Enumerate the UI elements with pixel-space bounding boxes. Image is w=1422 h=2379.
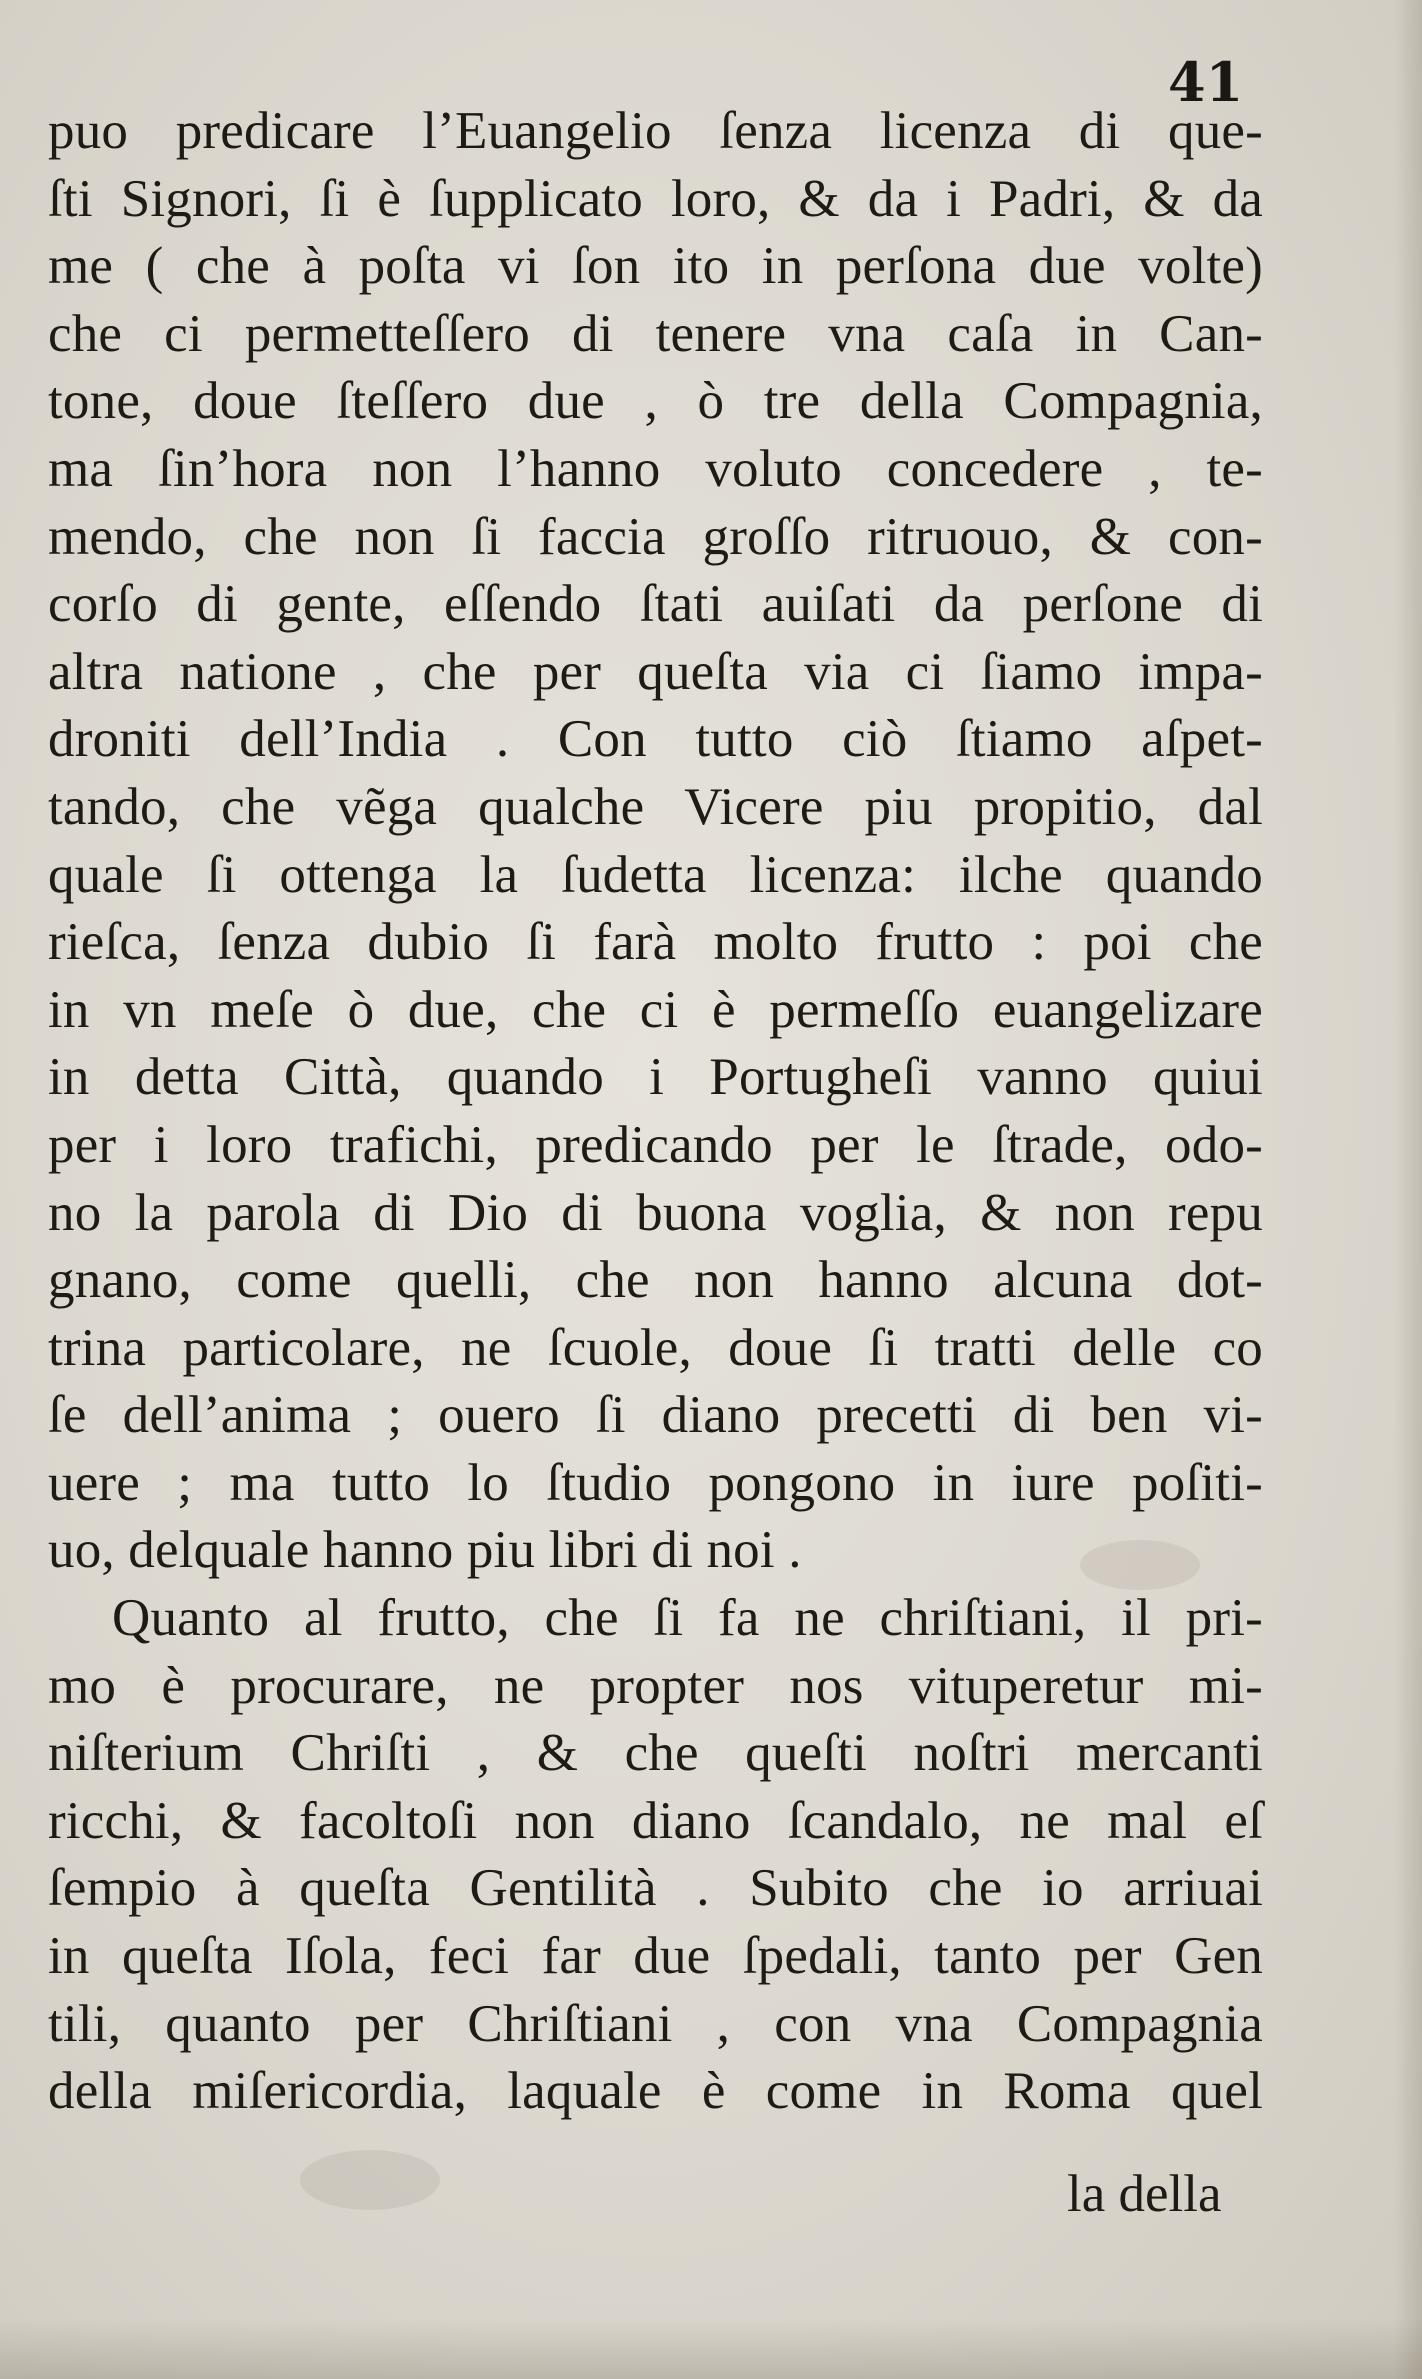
paper-stain: [300, 2150, 440, 2210]
text-line: rieſca, ſenza dubio ſi farà molto frutto : poi che: [48, 913, 1263, 972]
paragraph-start-line: Quanto al frutto, che ſi fa ne chriſtiani, il pri-: [112, 1589, 1263, 1648]
text-line: in detta Città, quando i Portugheſi vanno quiui: [48, 1048, 1263, 1107]
page-number: 41: [1168, 50, 1244, 114]
text-line: altra natione , che per queſta via ci ſiamo impa-: [48, 642, 1263, 701]
text-line: gnano, come quelli, che non hanno alcuna dot-: [48, 1251, 1263, 1310]
text-line: puo predicare l’Euangelio ſenza licenza di que-: [48, 102, 1263, 160]
text-line: mendo, che non ſi faccia groſſo ritruouo, & con-: [48, 507, 1263, 566]
text-line: ſti Signori, ſi è ſupplicato loro, & da i Padri, & da: [48, 169, 1263, 228]
text-line: no la parola di Dio di buona voglia, & non repu: [48, 1183, 1263, 1242]
text-line: corſo di gente, eſſendo ſtati auiſati da perſone di: [48, 575, 1263, 634]
text-line: tando, che vẽga qualche Vicere piu propitio, dal: [48, 777, 1263, 836]
text-line: ſempio à queſta Gentilità . Subito che io arriuai: [48, 1859, 1263, 1918]
text-line: della miſericordia, laquale è come in Roma quel: [48, 2062, 1263, 2121]
text-line: tili, quanto per Chriſtiani , con vna Compagnia: [48, 1994, 1263, 2053]
text-line: droniti dell’India . Con tutto ciò ſtiamo aſpet-: [48, 710, 1263, 769]
text-line: ricchi, & facoltoſi non diano ſcandalo, ne mal eſ: [48, 1791, 1263, 1850]
text-line: in queſta Iſola, feci far due ſpedali, tanto per Gen: [48, 1927, 1263, 1986]
text-line: trina particolare, ne ſcuole, doue ſi tratti delle co: [48, 1318, 1263, 1377]
text-line: in vn meſe ò due, che ci è permeſſo euangelizare: [48, 980, 1263, 1039]
text-line: uere ; ma tutto lo ſtudio pongono in iure poſiti-: [48, 1453, 1263, 1512]
page-bottom-shadow: [0, 2319, 1422, 2379]
text-line: mo è procurare, ne propter nos vituperetur mi-: [48, 1656, 1263, 1715]
text-line: me ( che à poſta vi ſon ito in perſona due volte): [48, 237, 1263, 296]
text-line: quale ſi ottenga la ſudetta licenza: ilche quando: [48, 845, 1263, 904]
text-line: che ci permetteſſero di tenere vna caſa in Can-: [48, 304, 1263, 363]
text-line: per i loro trafichi, predicando per le ſtrade, odo-: [48, 1115, 1263, 1174]
page-edge-shadow: [1394, 0, 1422, 2379]
text-line: niſterium Chriſti , & che queſti noſtri mercanti: [48, 1724, 1263, 1783]
paragraph-end-line: uo, delquale hanno piu libri di noi .: [48, 1521, 802, 1580]
text-line: tone, doue ſteſſero due , ò tre della Compagnia,: [48, 372, 1263, 431]
body-text: [48, 98, 1263, 2126]
text-line: ſe dell’anima ; ouero ſi diano precetti di ben vi-: [48, 1386, 1263, 1445]
text-line: ma ſin’hora non l’hanno voluto concedere , te-: [48, 439, 1263, 498]
catchword: la della: [1067, 2165, 1222, 2223]
